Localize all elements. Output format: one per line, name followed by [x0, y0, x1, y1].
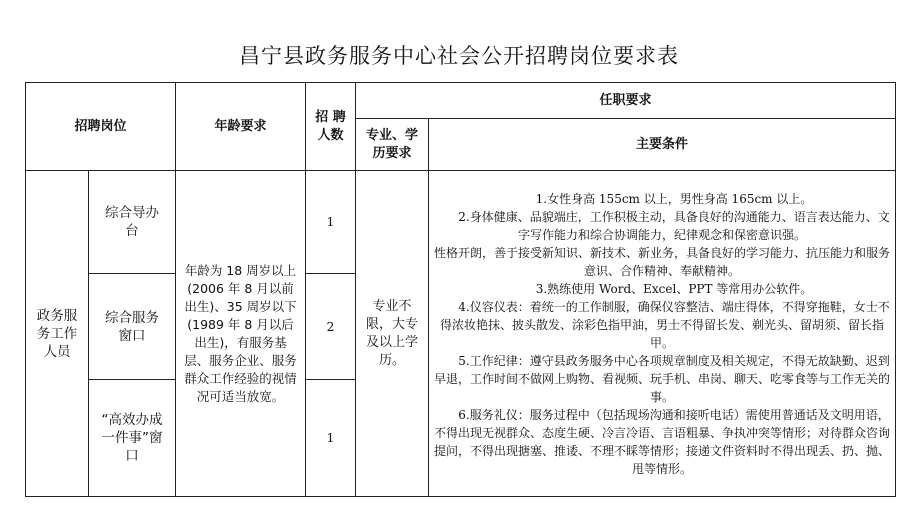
header-requirements: 任职要求: [356, 83, 896, 119]
header-position: 招聘岗位: [26, 83, 176, 171]
header-age: 年龄要求: [176, 83, 306, 171]
recruitment-requirements-table: [25, 82, 896, 497]
position-name: 综合导办台: [89, 171, 176, 274]
condition-item: 2.身体健康、品貌端庄，工作积极主动，具备良好的沟通能力、语言表达能力、文字写作能力和综合协调能力，纪律观念和保密意识强。: [458, 209, 890, 242]
page-title: 昌宁县政务服务中心社会公开招聘岗位要求表: [239, 44, 679, 68]
condition-item: 5.工作纪律：遵守县政务服务中心各项规章制度及相关规定，不得无故缺勤、迟到早退，工作时间不做网上购物、看视频、玩手机、串岗、聊天、吃零食等与工作无关的事。: [434, 353, 891, 404]
education-requirement-cell: 专业不限，大专及以上学历。: [356, 171, 429, 497]
condition-item: 4.仪容仪表：着统一的工作制服，确保仪容整洁、端庄得体，不得穿拖鞋，女士不得浓妆艳抹、披头散发、涂彩色指甲油，男士不得留长发、剃光头、留胡须、留长指甲。: [440, 299, 890, 350]
condition-item: 3.熟练使用 Word、Excel、PPT 等常用办公软件。: [535, 281, 813, 296]
header-main-conditions: 主要条件: [429, 119, 896, 171]
header-count: 招 聘 人数: [306, 83, 356, 171]
main-conditions-cell: [429, 171, 896, 497]
position-count: 1: [306, 171, 356, 274]
position-name: 综合服务窗口: [89, 274, 176, 380]
condition-item: 性格开朗，善于接受新知识、新技术、新业务，具备良好的学习能力、抗压能力和服务意识、合作精神、奉献精神。: [434, 245, 891, 278]
header-education: 专业、学历要求: [356, 119, 429, 171]
condition-item: 1.女性身高 155cm 以上，男性身高 165cm 以上。: [535, 191, 813, 206]
position-count: 2: [306, 274, 356, 380]
condition-item: 6.服务礼仪：服务过程中（包括现场沟通和接听电话）需使用普通话及文明用语，不得出现无视群众、态度生硬、冷言冷语、言语粗暴、争执冲突等情形；对待群众咨询提问，不得出现搪塞、推诿、不理不睬等情形；接递文件资料时不得出现丢、扔、抛、甩等情形。: [434, 407, 891, 476]
position-name: “高效办成一件事”窗口: [89, 380, 176, 497]
age-requirement-cell: 年龄为 18 周岁以上 (2006 年 8 月以前出生)、35 周岁以下 (1989 年 8 月以后出生)，有服务基层、服务企业、服务群众工作经验的视情况可适当放宽。: [176, 171, 306, 497]
position-count: 1: [306, 380, 356, 497]
category-cell: 政务服务工作人员: [26, 171, 89, 497]
